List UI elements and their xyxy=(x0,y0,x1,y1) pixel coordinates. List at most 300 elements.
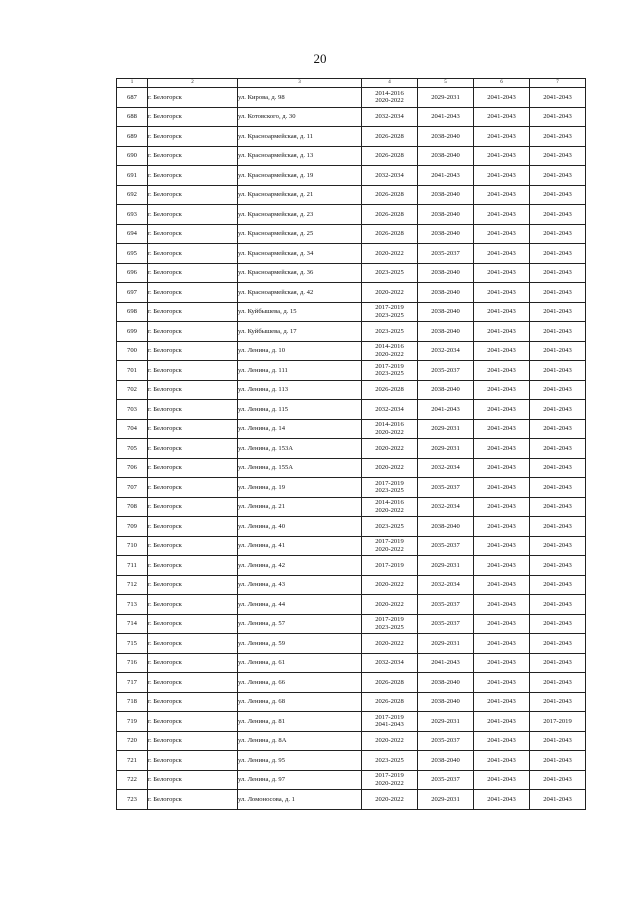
row-number: 697 xyxy=(117,283,148,303)
row-number: 716 xyxy=(117,653,148,673)
table-row xyxy=(117,263,586,283)
period-line: 2023-2025 xyxy=(375,756,404,764)
period-cell: 2041-2043 xyxy=(530,244,586,264)
period-line: 2017-2019 xyxy=(375,538,404,546)
period-cell: 2041-2043 xyxy=(530,653,586,673)
address-cell: ул. Ленина, д. 41 xyxy=(238,536,362,556)
period-cell: 2041-2043 xyxy=(474,497,530,517)
table-row xyxy=(117,419,586,439)
col-header: 5 xyxy=(418,79,474,88)
row-number: 714 xyxy=(117,614,148,634)
period-cell: 2038-2040 xyxy=(418,302,474,322)
period-cell: 2041-2043 xyxy=(474,770,530,790)
period-cell: 2035-2037 xyxy=(418,770,474,790)
table-row xyxy=(117,380,586,400)
period-cell: 2032-2034 xyxy=(418,341,474,361)
table-row xyxy=(117,536,586,556)
period-cell xyxy=(362,244,418,264)
period-cell: 2035-2037 xyxy=(418,478,474,498)
address-cell: ул. Красноармейская, д. 11 xyxy=(238,127,362,147)
period-cell: 2041-2043 xyxy=(530,127,586,147)
period-cell: 2041-2043 xyxy=(530,263,586,283)
city-cell: г. Белогорск xyxy=(148,790,238,810)
period-cell: 2035-2037 xyxy=(418,595,474,615)
period-cell: 2041-2043 xyxy=(474,673,530,693)
table-row xyxy=(117,244,586,264)
address-cell: ул. Ленина, д. 81 xyxy=(238,712,362,732)
address-cell: ул. Красноармейская, д. 13 xyxy=(238,146,362,166)
period-cell: 2041-2043 xyxy=(530,536,586,556)
period-cell: 2041-2043 xyxy=(474,263,530,283)
row-number: 707 xyxy=(117,478,148,498)
address-cell: ул. Красноармейская, д. 36 xyxy=(238,263,362,283)
row-number: 694 xyxy=(117,224,148,244)
table-row xyxy=(117,653,586,673)
period-cell: 2041-2043 xyxy=(530,205,586,225)
row-number: 718 xyxy=(117,692,148,712)
period-cell xyxy=(362,341,418,361)
col-header: 7 xyxy=(530,79,586,88)
period-line: 2017-2019 xyxy=(375,772,404,780)
table-row xyxy=(117,107,586,127)
row-number: 691 xyxy=(117,166,148,186)
table-row xyxy=(117,712,586,732)
table-row xyxy=(117,439,586,459)
period-cell: 2041-2043 xyxy=(474,361,530,381)
period-cell: 2038-2040 xyxy=(418,185,474,205)
period-cell: 2041-2043 xyxy=(530,400,586,420)
period-cell: 2041-2043 xyxy=(530,731,586,751)
period-line: 2026-2028 xyxy=(375,678,404,686)
period-cell: 2038-2040 xyxy=(418,380,474,400)
row-number: 696 xyxy=(117,263,148,283)
period-line: 2032-2034 xyxy=(375,171,404,179)
period-cell: 2041-2043 xyxy=(530,692,586,712)
table-row xyxy=(117,205,586,225)
table-row xyxy=(117,88,586,108)
period-cell: 2038-2040 xyxy=(418,224,474,244)
city-cell: г. Белогорск xyxy=(148,439,238,459)
row-number: 705 xyxy=(117,439,148,459)
period-line: 2020-2022 xyxy=(375,545,404,553)
city-cell: г. Белогорск xyxy=(148,244,238,264)
row-number: 693 xyxy=(117,205,148,225)
row-number: 698 xyxy=(117,302,148,322)
period-line: 2032-2034 xyxy=(375,659,404,667)
table-row xyxy=(117,166,586,186)
period-cell xyxy=(362,205,418,225)
period-cell: 2041-2043 xyxy=(474,575,530,595)
period-cell: 2038-2040 xyxy=(418,517,474,537)
table-row xyxy=(117,517,586,537)
city-cell: г. Белогорск xyxy=(148,302,238,322)
address-cell: ул. Ленина, д. 44 xyxy=(238,595,362,615)
city-cell: г. Белогорск xyxy=(148,614,238,634)
period-cell: 2041-2043 xyxy=(530,283,586,303)
period-line: 2032-2034 xyxy=(375,113,404,121)
row-number: 689 xyxy=(117,127,148,147)
period-cell: 2041-2043 xyxy=(474,419,530,439)
period-cell: 2041-2043 xyxy=(530,458,586,478)
address-cell: ул. Ленина, д. 19 xyxy=(238,478,362,498)
address-cell: ул. Ленина, д. 40 xyxy=(238,517,362,537)
address-cell: ул. Ленина, д. 43 xyxy=(238,575,362,595)
period-cell xyxy=(362,166,418,186)
column-number-row xyxy=(117,79,586,88)
period-cell xyxy=(362,458,418,478)
address-cell: ул. Ленина, д. 111 xyxy=(238,361,362,381)
city-cell: г. Белогорск xyxy=(148,341,238,361)
period-cell: 2041-2043 xyxy=(474,166,530,186)
period-cell xyxy=(362,283,418,303)
period-line: 2020-2022 xyxy=(375,737,404,745)
period-cell: 2041-2043 xyxy=(530,146,586,166)
address-cell: ул. Ленина, д. 42 xyxy=(238,556,362,576)
period-line: 2020-2022 xyxy=(375,444,404,452)
period-cell: 2041-2043 xyxy=(474,458,530,478)
city-cell: г. Белогорск xyxy=(148,458,238,478)
period-cell: 2032-2034 xyxy=(418,575,474,595)
period-cell xyxy=(362,322,418,342)
period-cell: 2041-2043 xyxy=(474,556,530,576)
period-cell: 2029-2031 xyxy=(418,712,474,732)
period-cell: 2041-2043 xyxy=(530,634,586,654)
city-cell: г. Белогорск xyxy=(148,283,238,303)
period-line: 2020-2022 xyxy=(375,249,404,257)
period-line: 2026-2028 xyxy=(375,132,404,140)
col-header: 1 xyxy=(117,79,148,88)
period-line: 2023-2025 xyxy=(375,487,404,495)
period-cell: 2038-2040 xyxy=(418,205,474,225)
period-line: 2020-2022 xyxy=(375,464,404,472)
period-cell: 2041-2043 xyxy=(530,322,586,342)
period-line: 2020-2022 xyxy=(375,795,404,803)
city-cell: г. Белогорск xyxy=(148,536,238,556)
period-cell xyxy=(362,146,418,166)
table-row xyxy=(117,146,586,166)
row-number: 720 xyxy=(117,731,148,751)
period-line: 2017-2019 xyxy=(375,304,404,312)
row-number: 709 xyxy=(117,517,148,537)
period-cell: 2041-2043 xyxy=(474,341,530,361)
address-cell: ул. Ленина, д. 153А xyxy=(238,439,362,459)
row-number: 723 xyxy=(117,790,148,810)
period-cell: 2041-2043 xyxy=(530,595,586,615)
address-cell: ул. Куйбышева, д. 17 xyxy=(238,322,362,342)
table-row xyxy=(117,224,586,244)
city-cell: г. Белогорск xyxy=(148,419,238,439)
city-cell: г. Белогорск xyxy=(148,361,238,381)
period-cell: 2041-2043 xyxy=(474,653,530,673)
city-cell: г. Белогорск xyxy=(148,497,238,517)
table-row xyxy=(117,692,586,712)
col-header: 2 xyxy=(148,79,238,88)
table-row xyxy=(117,770,586,790)
city-cell: г. Белогорск xyxy=(148,224,238,244)
table-row xyxy=(117,283,586,303)
city-cell: г. Белогорск xyxy=(148,653,238,673)
period-cell: 2041-2043 xyxy=(474,439,530,459)
address-cell: ул. Ленина, д. 95 xyxy=(238,751,362,771)
row-number: 700 xyxy=(117,341,148,361)
period-cell: 2041-2043 xyxy=(474,614,530,634)
col-header: 6 xyxy=(474,79,530,88)
period-line: 2020-2022 xyxy=(375,779,404,787)
period-cell: 2041-2043 xyxy=(474,595,530,615)
period-cell: 2038-2040 xyxy=(418,283,474,303)
table-row xyxy=(117,634,586,654)
period-line: 2020-2022 xyxy=(375,428,404,436)
period-cell: 2029-2031 xyxy=(418,790,474,810)
period-cell xyxy=(362,634,418,654)
period-cell: 2041-2043 xyxy=(474,107,530,127)
period-cell: 2041-2043 xyxy=(474,322,530,342)
period-cell: 2035-2037 xyxy=(418,731,474,751)
city-cell: г. Белогорск xyxy=(148,673,238,693)
period-line: 2023-2025 xyxy=(375,311,404,319)
period-cell: 2041-2043 xyxy=(418,107,474,127)
period-line: 2020-2022 xyxy=(375,506,404,514)
period-cell: 2041-2043 xyxy=(530,673,586,693)
period-cell: 2041-2043 xyxy=(530,419,586,439)
period-line: 2023-2025 xyxy=(375,327,404,335)
period-cell: 2041-2043 xyxy=(530,341,586,361)
period-cell: 2041-2043 xyxy=(474,244,530,264)
city-cell: г. Белогорск xyxy=(148,400,238,420)
city-cell: г. Белогорск xyxy=(148,712,238,732)
table-row xyxy=(117,614,586,634)
period-cell xyxy=(362,614,418,634)
period-cell xyxy=(362,751,418,771)
period-line: 2023-2025 xyxy=(375,522,404,530)
period-cell: 2035-2037 xyxy=(418,244,474,264)
row-number: 721 xyxy=(117,751,148,771)
period-cell: 2041-2043 xyxy=(530,439,586,459)
period-cell: 2041-2043 xyxy=(474,88,530,108)
table-row xyxy=(117,790,586,810)
table-row xyxy=(117,458,586,478)
period-cell xyxy=(362,653,418,673)
period-line: 2014-2016 xyxy=(375,499,404,507)
period-cell: 2041-2043 xyxy=(530,224,586,244)
period-cell: 2041-2043 xyxy=(530,88,586,108)
row-number: 712 xyxy=(117,575,148,595)
table-row xyxy=(117,595,586,615)
period-line: 2014-2016 xyxy=(375,89,404,97)
row-number: 690 xyxy=(117,146,148,166)
period-cell xyxy=(362,692,418,712)
table-body xyxy=(117,88,586,810)
address-cell: ул. Ленина, д. 14 xyxy=(238,419,362,439)
period-line: 2020-2022 xyxy=(375,288,404,296)
period-cell xyxy=(362,185,418,205)
period-cell: 2041-2043 xyxy=(530,302,586,322)
period-line: 2020-2022 xyxy=(375,600,404,608)
city-cell: г. Белогорск xyxy=(148,478,238,498)
period-cell: 2041-2043 xyxy=(474,146,530,166)
table-row xyxy=(117,127,586,147)
address-cell: ул. Красноармейская, д. 21 xyxy=(238,185,362,205)
period-cell: 2038-2040 xyxy=(418,146,474,166)
period-line: 2026-2028 xyxy=(375,698,404,706)
row-number: 706 xyxy=(117,458,148,478)
table-row xyxy=(117,731,586,751)
period-cell: 2041-2043 xyxy=(530,790,586,810)
city-cell: г. Белогорск xyxy=(148,634,238,654)
period-line: 2014-2016 xyxy=(375,421,404,429)
period-cell: 2041-2043 xyxy=(530,380,586,400)
period-cell: 2038-2040 xyxy=(418,692,474,712)
period-cell: 2038-2040 xyxy=(418,673,474,693)
period-cell: 2041-2043 xyxy=(474,712,530,732)
period-cell xyxy=(362,712,418,732)
address-cell: ул. Ленина, д. 59 xyxy=(238,634,362,654)
period-cell: 2032-2034 xyxy=(418,458,474,478)
period-cell: 2029-2031 xyxy=(418,556,474,576)
period-line: 2014-2016 xyxy=(375,343,404,351)
period-cell xyxy=(362,419,418,439)
period-cell: 2041-2043 xyxy=(474,517,530,537)
address-cell: ул. Красноармейская, д. 19 xyxy=(238,166,362,186)
address-cell: ул. Ленина, д. 66 xyxy=(238,673,362,693)
period-cell: 2041-2043 xyxy=(474,185,530,205)
period-cell: 2041-2043 xyxy=(474,536,530,556)
period-cell: 2041-2043 xyxy=(530,185,586,205)
period-cell xyxy=(362,731,418,751)
address-cell: ул. Ленина, д. 115 xyxy=(238,400,362,420)
period-line: 2026-2028 xyxy=(375,210,404,218)
period-cell: 2038-2040 xyxy=(418,127,474,147)
address-cell: ул. Красноармейская, д. 23 xyxy=(238,205,362,225)
table-row xyxy=(117,575,586,595)
city-cell: г. Белогорск xyxy=(148,770,238,790)
period-cell: 2029-2031 xyxy=(418,634,474,654)
period-line: 2026-2028 xyxy=(375,386,404,394)
period-cell: 2035-2037 xyxy=(418,361,474,381)
table-row xyxy=(117,673,586,693)
period-cell xyxy=(362,497,418,517)
period-cell xyxy=(362,380,418,400)
period-line: 2026-2028 xyxy=(375,230,404,238)
address-cell: ул. Кирова, д. 98 xyxy=(238,88,362,108)
period-cell xyxy=(362,107,418,127)
table-row xyxy=(117,361,586,381)
period-cell xyxy=(362,517,418,537)
period-cell: 2032-2034 xyxy=(418,497,474,517)
period-line: 2041-2043 xyxy=(375,721,404,729)
period-cell: 2029-2031 xyxy=(418,419,474,439)
period-cell: 2041-2043 xyxy=(474,400,530,420)
row-number: 719 xyxy=(117,712,148,732)
row-number: 701 xyxy=(117,361,148,381)
period-cell: 2041-2043 xyxy=(418,400,474,420)
period-line: 2020-2022 xyxy=(375,639,404,647)
city-cell: г. Белогорск xyxy=(148,731,238,751)
period-line: 2017-2019 xyxy=(375,616,404,624)
period-line: 2020-2022 xyxy=(375,581,404,589)
col-header: 4 xyxy=(362,79,418,88)
period-cell: 2041-2043 xyxy=(474,634,530,654)
period-cell: 2038-2040 xyxy=(418,322,474,342)
period-line: 2017-2019 xyxy=(375,561,404,569)
period-cell: 2041-2043 xyxy=(530,614,586,634)
address-cell: ул. Ленина, д. 21 xyxy=(238,497,362,517)
period-cell xyxy=(362,400,418,420)
period-line: 2017-2019 xyxy=(375,713,404,721)
period-cell: 2029-2031 xyxy=(418,439,474,459)
period-line: 2020-2022 xyxy=(375,97,404,105)
address-cell: ул. Ленина, д. 113 xyxy=(238,380,362,400)
period-line: 2023-2025 xyxy=(375,623,404,631)
row-number: 687 xyxy=(117,88,148,108)
period-cell: 2038-2040 xyxy=(418,751,474,771)
period-cell: 2041-2043 xyxy=(530,517,586,537)
period-cell xyxy=(362,224,418,244)
address-cell: ул. Ленина, д. 10 xyxy=(238,341,362,361)
period-cell: 2029-2031 xyxy=(418,88,474,108)
period-cell: 2041-2043 xyxy=(474,731,530,751)
period-cell: 2041-2043 xyxy=(418,653,474,673)
period-line: 2032-2034 xyxy=(375,405,404,413)
period-line: 2026-2028 xyxy=(375,152,404,160)
period-cell xyxy=(362,302,418,322)
city-cell: г. Белогорск xyxy=(148,380,238,400)
row-number: 722 xyxy=(117,770,148,790)
period-cell: 2041-2043 xyxy=(474,790,530,810)
row-number: 702 xyxy=(117,380,148,400)
period-line: 2023-2025 xyxy=(375,370,404,378)
period-cell xyxy=(362,88,418,108)
row-number: 695 xyxy=(117,244,148,264)
housing-register-table xyxy=(116,78,586,810)
city-cell: г. Белогорск xyxy=(148,263,238,283)
table-row xyxy=(117,400,586,420)
city-cell: г. Белогорск xyxy=(148,107,238,127)
table-row xyxy=(117,185,586,205)
period-cell xyxy=(362,595,418,615)
period-cell xyxy=(362,770,418,790)
row-number: 703 xyxy=(117,400,148,420)
table-row xyxy=(117,556,586,576)
period-cell: 2041-2043 xyxy=(474,692,530,712)
period-cell: 2041-2043 xyxy=(474,380,530,400)
period-cell: 2041-2043 xyxy=(530,497,586,517)
row-number: 699 xyxy=(117,322,148,342)
row-number: 715 xyxy=(117,634,148,654)
page-number: 20 xyxy=(313,51,327,66)
table-row xyxy=(117,751,586,771)
city-cell: г. Белогорск xyxy=(148,185,238,205)
period-cell: 2041-2043 xyxy=(474,751,530,771)
address-cell: ул. Красноармейская, д. 42 xyxy=(238,283,362,303)
city-cell: г. Белогорск xyxy=(148,322,238,342)
period-cell: 2041-2043 xyxy=(530,575,586,595)
period-cell xyxy=(362,536,418,556)
period-cell xyxy=(362,439,418,459)
address-cell: ул. Котовского, д. 30 xyxy=(238,107,362,127)
city-cell: г. Белогорск xyxy=(148,88,238,108)
city-cell: г. Белогорск xyxy=(148,166,238,186)
city-cell: г. Белогорск xyxy=(148,575,238,595)
city-cell: г. Белогорск xyxy=(148,751,238,771)
period-cell xyxy=(362,478,418,498)
period-cell: 2041-2043 xyxy=(418,166,474,186)
row-number: 688 xyxy=(117,107,148,127)
row-number: 708 xyxy=(117,497,148,517)
table-row xyxy=(117,341,586,361)
address-cell: ул. Ленина, д. 61 xyxy=(238,653,362,673)
period-cell: 2035-2037 xyxy=(418,614,474,634)
